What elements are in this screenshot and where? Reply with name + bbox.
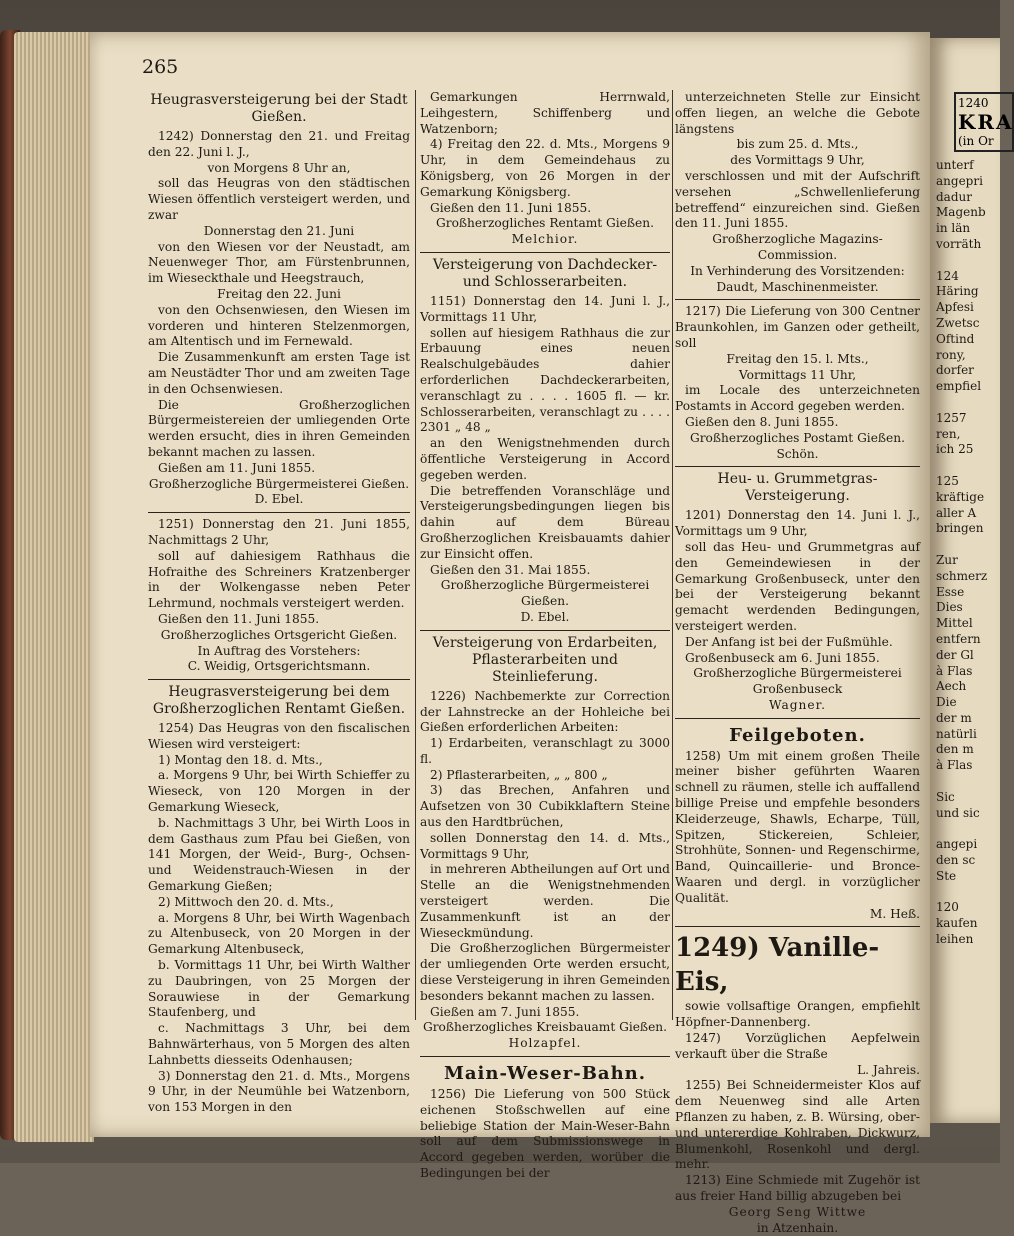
text-line: Freitag den 15. l. Mts.,	[726, 351, 869, 366]
text-line: sollen auf hiesigem Rathhaus die zur Erbauung eines neuen Realschulgebäudes dahier erforderlichen Dachdeckerarbeiten, veranschlagt zu . . . . 1605 fl. — kr. Schlosserarbeiten, veranschlagt zu . . . . 2301 „ 48 „	[420, 325, 670, 435]
text-line: 1256) Die Lieferung von 500 Stück eichenen Stoßschwellen auf eine beliebige Station der Main-Weser-Bahn soll auf dem Submissionswege in Accord gegeben werden, worüber die Bedingungen bei der	[420, 1087, 670, 1181]
text-line: 1249) Vanille-Eis,	[675, 933, 880, 998]
adjacent-page-line: den m	[936, 742, 974, 757]
section-rule	[420, 252, 670, 253]
adjacent-page-line: angepri	[936, 173, 983, 188]
section-rule	[675, 466, 920, 467]
text-line: a. Morgens 8 Uhr, bei Wirth Wagenbach zu Altenbuseck, von 20 Morgen in der Gemarkung Altenbuseck,	[148, 910, 410, 957]
adjacent-page-lines	[930, 158, 1000, 948]
text-line: Großherzogliches Postamt Gießen.	[689, 430, 905, 445]
text-line: im Locale des unterzeichneten Postamts in Accord gegeben werden.	[675, 383, 920, 414]
section-heading: Heugrasversteigerung bei dem Großherzoglichen Rentamt Gießen.	[152, 684, 406, 718]
text-line: 1258) Um mit einem großen Theile meiner bisher geführten Waaren schnell zu räumen, stelle ich auffallend billige Preise und empfehle besonders Kleiderzeuge, Shawls, Echarpe, Tüll, Spitzen, Stickereien, Schleier, Strohhüte, Sonnen- und Regenschirme, Band, Quincaillerie- und Bronce-Waaren und dergl. in vorzüglicher Qualität.	[675, 748, 920, 905]
text-line: Gießen am 7. Juni 1855.	[430, 1004, 580, 1019]
text-line: Großherzogliche Bürgermeisterei Gießen.	[440, 578, 650, 609]
text-line: sollen Donnerstag den 14. d. Mts., Vormittags 9 Uhr,	[420, 830, 670, 861]
text-line: Freitag den 22. Juni	[217, 286, 341, 301]
adjacent-page-line: 1257	[936, 410, 967, 425]
adjacent-page-line: à Flas	[936, 663, 973, 678]
adjacent-page-line: 120	[936, 900, 959, 915]
text-line: bis zum 25. d. Mts.,	[736, 137, 859, 152]
adjacent-page-line: leihen	[936, 932, 974, 947]
text-line: Die Zusammenkunft am ersten Tage ist am Neustädter Thor und am zweiten Tage in den Ochsenwiesen.	[148, 350, 410, 396]
adjacent-page-line: aller A	[936, 505, 977, 520]
adjacent-page-line: angepi	[936, 837, 978, 852]
column-divider	[415, 90, 416, 1020]
adjacent-page-line: der Gl	[936, 647, 974, 662]
adjacent-page-line: den sc	[936, 853, 976, 868]
text-line: 3) Donnerstag den 21. d. Mts., Morgens 9 Uhr, in der Neumühle bei Watzenborn, von 153 Morgen in den	[148, 1068, 410, 1115]
adjacent-page-line: vorräth	[936, 236, 982, 251]
section-heading: Heugrasversteigerung bei der Stadt Gießen.	[150, 92, 408, 125]
text-line: Schön.	[776, 446, 819, 461]
text-line: Gießen den 11. Juni 1855.	[430, 200, 592, 215]
text-line: Großherzogliches Rentamt Gießen.	[436, 216, 654, 231]
adjacent-page-line: Die	[936, 695, 957, 710]
section-rule	[675, 926, 920, 927]
text-line: Vormittags 11 Uhr,	[738, 367, 857, 382]
text-line: sowie vollsaftige Orangen, empfiehlt Höpfner-Dannenberg.	[675, 999, 920, 1030]
text-line: Die Großherzoglichen Bürgermeister der umliegenden Orte werden ersucht, diese Versteigerung in ihren Gemeinden besonders bekannt machen zu lassen.	[420, 941, 670, 1003]
section-heading: Main-Weser-Bahn.	[443, 1063, 647, 1085]
adjacent-page-line: ren,	[936, 426, 961, 441]
text-line: Daudt, Maschinenmeister.	[716, 279, 879, 294]
adjacent-page-line: der m	[936, 710, 972, 725]
adjacent-page-line: dorfer	[936, 363, 974, 378]
text-line: 2) Pflasterarbeiten, „ „ 800 „	[430, 767, 608, 782]
adjacent-page-line: kräftige	[936, 489, 985, 504]
text-line: 4) Freitag den 22. d. Mts., Morgens 9 Uhr, in dem Gemeindehaus zu Königsberg, von 26 Morgen in der Gemarkung Königsberg.	[420, 137, 670, 199]
adjacent-page-line: Zwetsc	[936, 315, 980, 330]
text-line: Georg Seng Wittwe	[728, 1204, 867, 1219]
text-line: Gießen am 11. Juni 1855.	[158, 460, 316, 475]
text-line: 1151) Donnerstag den 14. Juni l. J., Vormittags 11 Uhr,	[420, 293, 670, 324]
adjacent-box-text: KRA	[958, 110, 1014, 134]
adjacent-page-line: rony,	[936, 347, 966, 362]
text-line: Großherzogliches Ortsgericht Gießen.	[160, 627, 398, 642]
text-line: 1254) Das Heugras von den fiscalischen Wiesen wird versteigert:	[148, 721, 410, 751]
text-line: 1251) Donnerstag den 21. Juni 1855, Nachmittags 2 Uhr,	[148, 517, 410, 547]
section-rule	[148, 512, 410, 513]
section-rule	[675, 299, 920, 300]
text-line: Großenbuseck am 6. Juni 1855.	[685, 650, 880, 665]
text-line: unterzeichneten Stelle zur Einsicht offen liegen, an welche die Gebote längstens	[675, 90, 920, 136]
adjacent-page-line: natürli	[936, 726, 977, 741]
adjacent-page-line: Mittel	[936, 616, 973, 631]
text-line: 1201) Donnerstag den 14. Juni l. J., Vormittags um 9 Uhr,	[675, 508, 920, 539]
text-line: in Atzenhain.	[756, 1220, 839, 1235]
text-line: 2) Mittwoch den 20. d. Mts.,	[158, 894, 334, 909]
text-line: 1217) Die Lieferung von 300 Centner Braunkohlen, im Ganzen oder getheilt, soll	[675, 304, 920, 350]
newspaper-page	[90, 32, 930, 1235]
text-line: 1226) Nachbemerkte zur Correction der Lahnstrecke an der Hohleiche bei Gießen erforderlichen Arbeiten:	[420, 688, 670, 735]
text-line: C. Weidig, Ortsgerichtsmann.	[187, 659, 371, 674]
adjacent-page-line	[930, 395, 1000, 411]
section-heading: Feilgeboten.	[729, 724, 866, 746]
text-line: Gießen den 31. Mai 1855.	[430, 562, 591, 577]
adjacent-page-line: Häring	[936, 284, 979, 299]
adjacent-page-line: Apfesi	[936, 300, 974, 315]
text-line: 1213) Eine Schmiede mit Zugehör ist aus freier Hand billig abzugeben bei	[675, 1173, 920, 1204]
adjacent-page-line: dadur	[936, 189, 972, 204]
section-rule	[420, 1056, 670, 1057]
text-line: 3) das Brechen, Anfahren und Aufsetzen von 30 Cubikklaftern Steine aus den Hardtbrüchen,	[420, 783, 670, 830]
text-line: In Auftrag des Vorstehers:	[197, 643, 361, 658]
section-rule	[420, 630, 670, 631]
section-heading: Heu- u. Grummetgras-Versteigerung.	[717, 471, 878, 505]
text-line: b. Nachmittags 3 Uhr, bei Wirth Loos in dem Gasthaus zum Pfau bei Gießen, von 141 Morgen, der Weid-, Burg-, Ochsen- und Weidenstrauch-Wiesen in der Gemarkung Gießen;	[148, 815, 410, 894]
page-edges	[14, 32, 94, 1142]
text-line: 1242) Donnerstag den 21. und Freitag den 22. Juni l. J.,	[148, 129, 410, 159]
text-line: Großherzogliches Kreisbauamt Gießen.	[422, 1020, 668, 1035]
text-line: Gießen den 8. Juni 1855.	[685, 414, 839, 429]
text-line: Großherzogliche Magazins-Commission.	[712, 232, 883, 262]
adjacent-page-line: 124	[936, 268, 959, 283]
text-line: Holzapfel.	[508, 1036, 582, 1051]
text-line: 1247) Vorzüglichen Aepfelwein verkauft über die Straße	[675, 1031, 920, 1061]
text-line: 1) Montag den 18. d. Mts.,	[158, 752, 323, 767]
text-line: verschlossen und mit der Aufschrift versehen „Schwellenlieferung betreffend“ einzureichen sind. Gießen den 11. Juni 1855.	[675, 168, 920, 231]
column-2	[420, 90, 670, 1182]
adjacent-page-line: Sic	[936, 789, 955, 804]
section-rule	[148, 679, 410, 680]
text-line: M. Heß.	[869, 906, 920, 921]
adjacent-page-line	[930, 253, 1000, 269]
adjacent-page-line: kaufen	[936, 916, 978, 931]
column-1	[148, 90, 410, 1116]
adjacent-page-line: Dies	[936, 600, 963, 615]
column-divider	[672, 90, 673, 1020]
text-line: Großherzogliche Bürgermeisterei Großenbuseck	[693, 666, 902, 697]
adjacent-page-line: Zur	[936, 552, 958, 567]
adjacent-page-line: Oftind	[936, 331, 975, 346]
text-line: Gemarkungen Herrnwald, Leihgestern, Schiffenberg und Watzenborn;	[420, 90, 670, 136]
adjacent-page-line: bringen	[936, 521, 984, 536]
adjacent-page-line: Esse	[936, 584, 965, 599]
adjacent-page-line: unterf	[936, 158, 974, 172]
text-line: in mehreren Abtheilungen auf Ort und Stelle an die Wenigstnehmenden versteigert werden. Die Zusammenkunft ist an der Wieseckmündung.	[420, 862, 670, 940]
text-line: 1) Erdarbeiten, veranschlagt zu 3000 fl.	[420, 736, 670, 766]
text-line: D. Ebel.	[254, 492, 304, 507]
adjacent-page-line: und sic	[936, 805, 980, 820]
adjacent-page-line: schmerz	[936, 568, 988, 583]
text-line: Wagner.	[769, 697, 826, 712]
text-line: Donnerstag den 21. Juni	[203, 223, 355, 238]
text-line: Der Anfang ist bei der Fußmühle.	[685, 634, 893, 649]
text-line: an den Wenigstnehmenden durch öffentliche Versteigerung in Accord gegeben werden.	[420, 436, 670, 482]
text-line: 1255) Bei Schneidermeister Klos auf dem Neuenweg sind alle Arten Pflanzen zu haben, z. B. Würsing, ober- und untererdige Kohlraben, Dickwurz, Blumenkohl, Rosenkohl und dergl. mehr.	[675, 1078, 920, 1172]
adjacent-page-box	[954, 92, 1014, 152]
section-rule	[675, 718, 920, 719]
adjacent-page-line: à Flas	[936, 758, 973, 773]
text-line: In Verhinderung des Vorsitzenden:	[690, 263, 905, 278]
text-line: von Morgens 8 Uhr an,	[207, 160, 351, 175]
text-line: Die Großherzoglichen Bürgermeistereien der umliegenden Orte werden ersucht, dies in ihren Gemeinden bekannt machen zu lassen.	[148, 397, 410, 459]
text-line: soll das Heugras von den städtischen Wiesen öffentlich versteigert werden, und zwar	[148, 176, 410, 222]
section-heading: Versteigerung von Dachdecker- und Schlosserarbeiten.	[432, 256, 658, 290]
adjacent-page-line: Aech	[936, 679, 967, 694]
adjacent-page-line: entfern	[936, 631, 981, 646]
adjacent-page-line	[930, 885, 1000, 901]
text-line: von den Wiesen vor der Neustadt, am Neuenweger Thor, am Fürstenbrunnen, im Wieseckthale und Heegstrauch,	[148, 239, 410, 286]
page-number: 265	[142, 56, 179, 78]
adjacent-page-line: 125	[936, 473, 959, 488]
text-line: von den Ochsenwiesen, den Wiesen im vorderen und hinteren Stelzenmorgen, am Altentisch und im Fernewald.	[148, 302, 410, 349]
adjacent-page-line: empfiel	[936, 379, 982, 394]
text-line: b. Vormittags 11 Uhr, bei Wirth Walther zu Daubringen, von 25 Morgen der Sorauwiese in der Gemarkung Staufenberg, und	[148, 958, 410, 1020]
column-3	[675, 90, 920, 1236]
adjacent-page-line	[930, 537, 1000, 553]
adjacent-page-line	[930, 774, 1000, 790]
text-line: Großherzogliche Bürgermeisterei Gießen.	[148, 476, 410, 491]
text-line: soll auf dahiesigem Rathhaus die Hofraithe des Schreiners Kratzenberger in der Wolkengasse neben Peter Lehrmund, nochmals versteigert werden.	[148, 548, 410, 611]
text-line: Gießen den 11. Juni 1855.	[158, 611, 320, 626]
text-line: a. Morgens 9 Uhr, bei Wirth Schieffer zu Wieseck, von 120 Morgen in der Gemarkung Wieseck,	[148, 768, 410, 815]
text-line: des Vormittags 9 Uhr,	[730, 153, 865, 168]
adjacent-box-number: 1240	[958, 96, 989, 110]
text-line: Die betreffenden Voranschläge und Versteigerungsbedingungen liegen bis dahin auf dem Büreau Großherzoglichen Kreisbauamts dahier zur Einsicht offen.	[420, 483, 670, 561]
adjacent-page-line: in län	[936, 221, 971, 236]
adjacent-page-line: ich 25	[936, 442, 974, 457]
adjacent-page-line	[930, 458, 1000, 474]
text-line: soll das Heu- und Grummetgras auf den Gemeindewiesen in der Gemarkung Großenbuseck, unter den bei der Versteigerung bekannt gemacht werdenden Bedingungen, versteigert werden.	[675, 539, 920, 633]
text-line: D. Ebel.	[520, 609, 570, 624]
text-line: c. Nachmittags 3 Uhr, bei dem Bahnwärterhaus, von 5 Morgen des alten Lahnbetts diesseits Odenhausen;	[148, 1021, 410, 1067]
adjacent-page-line: Ste	[936, 868, 957, 883]
text-line: L. Jahreis.	[857, 1062, 920, 1077]
adjacent-box-sub: (in Or	[958, 134, 994, 148]
text-line: Melchior.	[511, 232, 579, 247]
adjacent-page-line: Magenb	[936, 205, 986, 220]
section-heading: Versteigerung von Erdarbeiten, Pflasterarbeiten und Steinlieferung.	[432, 634, 658, 685]
adjacent-page-edge	[930, 38, 1014, 1123]
adjacent-page-line	[930, 821, 1000, 837]
